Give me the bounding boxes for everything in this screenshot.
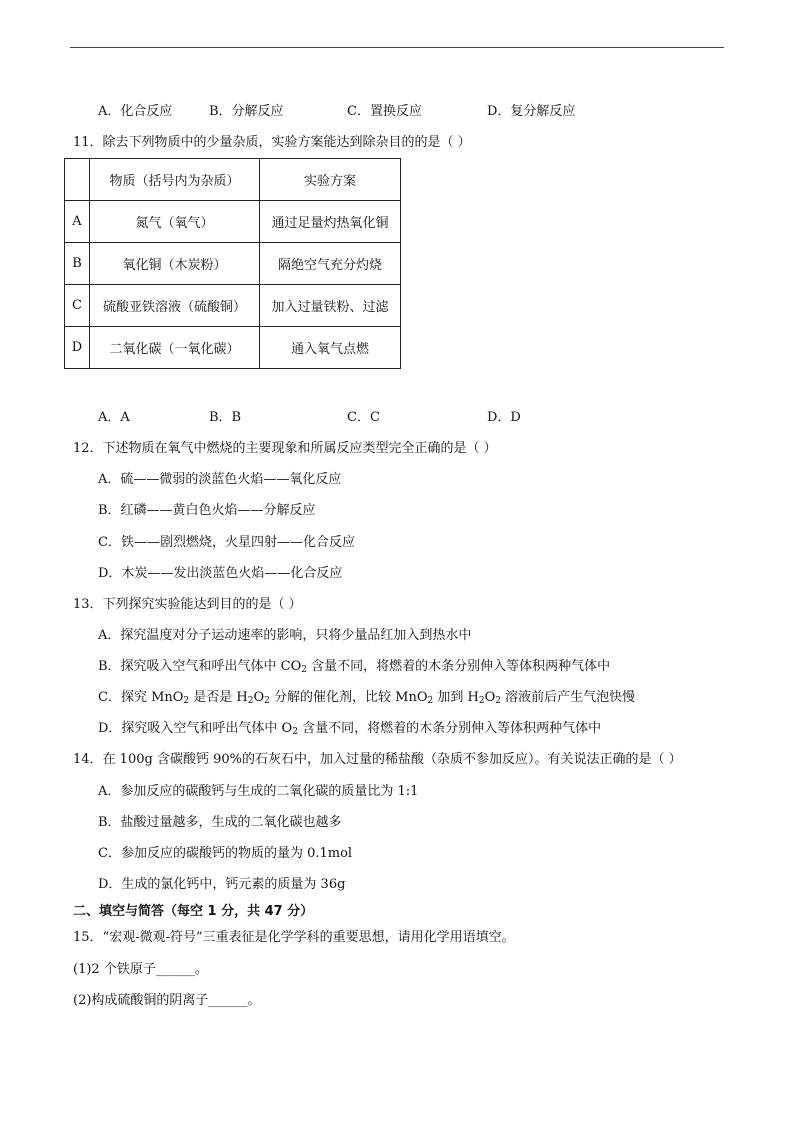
subscript: 2 — [427, 696, 434, 706]
table-cell: 通入氧气点燃 — [260, 327, 401, 369]
text-run: B．探究吸入空气和呼出气体中 CO — [98, 659, 302, 674]
table-row — [65, 243, 401, 285]
q12-stem: 12．下述物质在氧气中燃烧的主要现象和所属反应类型完全正确的是（ ） — [73, 441, 497, 456]
table-cell: 氮气（氧气） — [90, 201, 260, 243]
section-heading: 二、填空与简答（每空 1 分，共 47 分） — [73, 904, 314, 919]
table-cell: 隔绝空气充分灼烧 — [260, 243, 401, 285]
table-cell: 硫酸亚铁溶液（硫酸铜） — [90, 285, 260, 327]
q14-option-d: D．生成的氯化钙中，钙元素的质量为 36g — [98, 877, 346, 892]
table-cell: B — [65, 243, 90, 285]
subscript: 2 — [301, 665, 308, 675]
table-row — [65, 285, 401, 327]
q10-option-d: D．复分解反应 — [487, 104, 576, 119]
table-cell: A — [65, 201, 90, 243]
header-rule — [70, 47, 724, 48]
table-header-row — [65, 159, 401, 201]
table-header-cell: 物质（括号内为杂质） — [90, 159, 260, 201]
table-row — [65, 201, 401, 243]
table-cell: C — [65, 285, 90, 327]
q10-option-b: B．分解反应 — [209, 104, 284, 119]
subscript: 2 — [495, 696, 501, 706]
q12-option-c: C．铁——剧烈燃烧，火星四射——化合反应 — [98, 535, 355, 550]
text-run: 分解的催化剂，比较 MnO — [269, 690, 428, 705]
subscript: 2 — [183, 696, 190, 706]
q11-option-a: A．A — [98, 410, 130, 425]
text-run: C．探究 MnO — [98, 690, 184, 705]
q10-option-c: C．置换反应 — [347, 104, 422, 119]
table-header-cell — [65, 159, 90, 201]
q13-option-d — [98, 721, 601, 737]
table-cell: 二氧化碳（一氧化碳） — [90, 327, 260, 369]
q11-option-c: C．C — [347, 410, 380, 425]
q11-option-b: B．B — [209, 410, 242, 425]
q13-option-c — [98, 690, 635, 706]
subscript: 2 — [478, 696, 485, 706]
q15-part-2: (2)构成硫酸铜的阴离子______。 — [73, 993, 261, 1008]
text-run: 是否是 H — [189, 690, 248, 705]
table-cell: 通过足量灼热氧化铜 — [260, 201, 401, 243]
q15-part-1: (1)2 个铁原子______。 — [73, 962, 208, 977]
table-row — [65, 327, 401, 369]
q14-option-b: B．盐酸过量越多，生成的二氧化碳也越多 — [98, 815, 342, 830]
q14-option-a: A．参加反应的碳酸钙与生成的二氧化碳的质量比为 1:1 — [98, 784, 419, 799]
text-run: O — [253, 690, 265, 705]
subscript: 2 — [264, 696, 270, 706]
q14-stem: 14．在 100g 含碳酸钙 90%的石灰石中，加入过量的稀盐酸（杂质不参加反应）。有关说法正确的是（ ） — [73, 752, 682, 767]
text-run: 含量不同，将燃着的木条分别伸入等体积两种气体中 — [297, 721, 602, 736]
subscript: 2 — [292, 727, 298, 737]
q11-stem: 11．除去下列物质中的少量杂质，实验方案能达到除杂目的的是（ ） — [73, 135, 471, 150]
text-run: 含量不同，将燃着的木条分别伸入等体积两种气体中 — [307, 659, 611, 674]
subscript: 2 — [247, 696, 254, 706]
q13-option-a: A．探究温度对分子运动速率的影响，只将少量品红加入到热水中 — [98, 628, 472, 643]
q14-option-c: C．参加反应的碳酸钙的物质的量为 0.1mol — [98, 846, 353, 861]
q15-stem: 15．“宏观-微观-符号”三重表征是化学学科的重要思想，请用化学用语填空。 — [73, 930, 515, 945]
q11-table — [64, 158, 401, 369]
text-run: 溶液前后产生气泡快慢 — [501, 690, 636, 705]
q12-option-b: B．红磷——黄白色火焰——分解反应 — [98, 503, 316, 518]
text-run: 加到 H — [433, 690, 479, 705]
table-cell: 加入过量铁粉、过滤 — [260, 285, 401, 327]
q11-option-d: D．D — [487, 410, 521, 425]
q10-option-a: A．化合反应 — [98, 104, 173, 119]
table-cell: D — [65, 327, 90, 369]
table-header-cell: 实验方案 — [260, 159, 401, 201]
q13-stem: 13．下列探究实验能达到目的的是（ ） — [73, 597, 302, 612]
q13-option-b — [98, 659, 610, 675]
text-run: D．探究吸入空气和呼出气体中 O — [98, 721, 293, 736]
q12-option-d: D．木炭——发出淡蓝色火焰——化合反应 — [98, 566, 343, 581]
q12-option-a: A．硫——微弱的淡蓝色火焰——氧化反应 — [98, 472, 342, 487]
text-run: O — [484, 690, 496, 705]
table-cell: 氧化铜（木炭粉） — [90, 243, 260, 285]
